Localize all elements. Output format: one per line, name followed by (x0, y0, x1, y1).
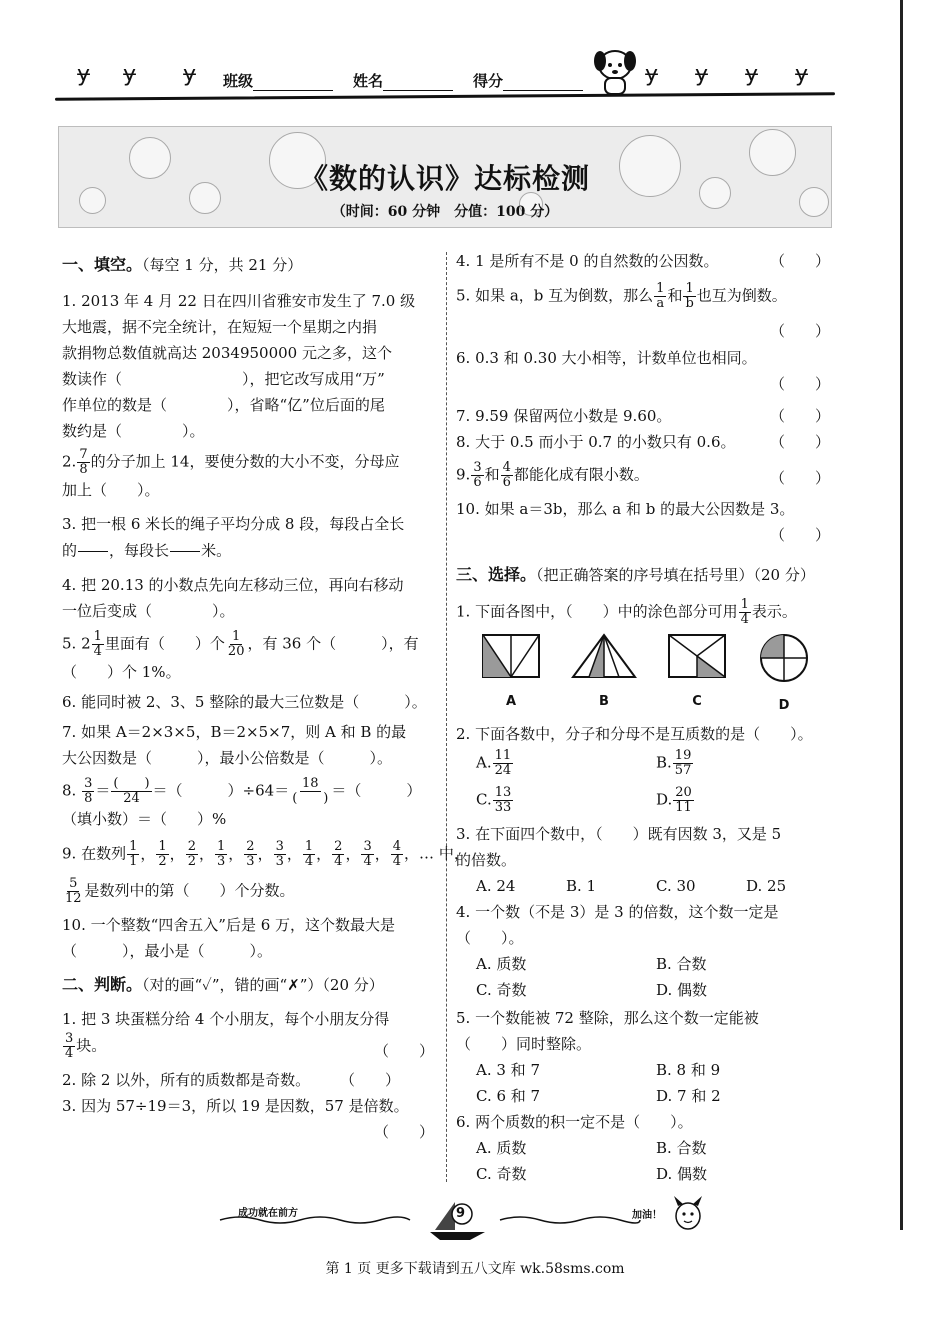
left-column (62, 252, 469, 1145)
choice-q3-line: 的倍数。 (456, 851, 517, 869)
title-banner (58, 126, 832, 228)
choice-q1-text: 表示。 (751, 602, 797, 621)
section1-title: 一、填空。 (62, 255, 143, 274)
judge-q8 (456, 429, 836, 455)
fill-q5-text[interactable]: （ ）个 1%。 (62, 663, 181, 681)
fill-q2-number: 2. (62, 452, 77, 471)
denominator: 2 (187, 854, 196, 869)
choice-option[interactable]: A. 24 (476, 877, 516, 895)
denominator: 8 (79, 462, 88, 477)
denominator: 57 (674, 763, 692, 778)
fill-q3-text: 3. 把一根 6 米长的绳子平均分成 8 段，每段占全长 (62, 515, 405, 533)
denominator: 6 (502, 475, 511, 490)
fill-q10 (62, 912, 440, 964)
numerator: 1 (93, 629, 102, 644)
judge-q8-text: 8. 大于 0.5 而小于 0.7 的小数只有 0.6。 (456, 433, 736, 451)
judge-q1-text: 1. 把 3 块蛋糕分给 4 个小朋友，每个小朋友分得 (62, 1010, 390, 1028)
class-field[interactable] (223, 70, 333, 91)
fill-q9-text: ，… 中， (404, 844, 469, 863)
fill-q7-line[interactable]: 大公因数是（ ），最小公倍数是（ ）。 (62, 749, 393, 767)
fill-q10-line: 10. 一个整数“四舍五入”后是 6 万，这个数最大是 (62, 916, 396, 934)
fraction (739, 598, 751, 627)
puppy-icon (590, 45, 640, 97)
judge-q10 (456, 496, 836, 548)
footer-slogan-left: 成功就在前方 (238, 1208, 298, 1219)
judge-q6-text: 6. 0.3 和 0.30 大小相等，计数单位也相同。 (456, 349, 757, 367)
judge-q9-text: 都能化成有限小数。 (513, 465, 649, 484)
page-footer-decoration (200, 1192, 720, 1242)
section2-note: （对的画“✓”，错的画“✗”）（20 分） (142, 976, 384, 994)
fraction (673, 786, 694, 815)
right-column (456, 248, 836, 1187)
numerator: 1 (304, 839, 314, 854)
fraction (501, 461, 513, 490)
separator: ， (286, 844, 302, 863)
bottom-caption: 第 1 页 更多下载请到五八文库 wk.58sms.com (325, 1261, 625, 1277)
answer-paren[interactable]: （ ） (373, 1042, 434, 1060)
numerator: 3 (275, 839, 284, 854)
separator: ， (140, 844, 156, 863)
choice-q3-options (476, 873, 836, 899)
denominator: 20 (227, 644, 245, 659)
numerator: 1 (129, 839, 138, 854)
sprout-icon: ɏ (645, 62, 659, 87)
choice-option[interactable]: C. 奇数 (476, 1165, 527, 1183)
choice-q1 (456, 598, 836, 627)
denominator: 3 (246, 854, 255, 869)
numerator: 7 (79, 447, 88, 462)
answer-paren[interactable]: （ ） (769, 252, 830, 270)
denominator: 4 (740, 612, 749, 627)
fill-q1-line[interactable]: 作单位的数是（ ），省略“亿”位后面的尾 (62, 396, 385, 414)
shape-label: D (778, 698, 790, 713)
numerator: 1 (740, 597, 749, 612)
separator: ， (316, 844, 332, 863)
fill-q9 (62, 839, 469, 906)
choice-q4-options (476, 951, 836, 1003)
fill-q3-text: ，每段长 (109, 541, 170, 560)
separator: ， (169, 844, 185, 863)
sequence-fraction (274, 840, 286, 869)
denominator: 11 (675, 800, 692, 815)
fill-q2 (62, 448, 440, 503)
section2-title: 二、判断。 (62, 975, 143, 994)
fraction (63, 1032, 75, 1061)
option-label: C. (476, 790, 492, 809)
option-label: B. (656, 753, 672, 772)
denominator: 6 (473, 475, 482, 490)
choice-q3 (456, 821, 836, 873)
numerator: 1 (216, 839, 226, 854)
sprout-icon: ɏ (745, 62, 759, 87)
page-number: 9 (456, 1206, 466, 1221)
sprout-icon: ɏ (695, 62, 709, 87)
judge-q9 (456, 461, 836, 490)
numerator: 18 (302, 776, 319, 791)
circle-shape-icon (757, 633, 811, 683)
fraction (654, 282, 666, 311)
fill-q5-text[interactable]: ，有 36 个（ ），有 (247, 634, 419, 653)
choice-option[interactable]: A. 质数 (476, 1139, 527, 1157)
fill-q5-text[interactable]: 里面有（ ）个 (104, 634, 225, 653)
fraction (493, 786, 514, 815)
blank-fraction[interactable] (78, 537, 108, 566)
choice-q2-options (476, 747, 836, 817)
footer-slogan-right: 加油！ (632, 1210, 662, 1221)
fill-q7-line: 7. 如果 A＝2×3×5，B＝2×5×7，则 A 和 B 的最 (62, 723, 407, 741)
judge-q5-text: 和 (667, 286, 683, 305)
fill-q1-line[interactable]: 数约是（ ）。 (62, 422, 205, 440)
fill-q5-text: 5. 2 (62, 634, 91, 653)
square-shape-icon (481, 633, 541, 679)
fill-q10-line[interactable]: （ ），最小是（ ）。 (62, 942, 273, 960)
choice-q3-line[interactable]: 3. 在下面四个数中，（ ）既有因数 3，又是 5 (456, 825, 782, 843)
numerator: 1 (656, 281, 665, 296)
denominator: 4 (334, 854, 343, 869)
choice-option[interactable]: B. 合数 (656, 1139, 707, 1157)
choice-q2[interactable]: 2. 下面各数中，分子和分母不是互质数的是（ ）。 (456, 725, 813, 743)
sequence-fraction (127, 840, 139, 869)
judge-q5-text: 也互为倒数。 (696, 286, 787, 305)
choice-option[interactable]: A. 质数 (476, 955, 527, 973)
judge-q3 (62, 1093, 440, 1145)
numerator: 11 (494, 748, 512, 763)
sequence-fraction (391, 840, 403, 869)
numerator: 1 (685, 281, 694, 296)
shape-options (466, 633, 826, 719)
fill-q3 (62, 511, 440, 566)
section1-note: （每空 1 分，共 21 分） (142, 256, 303, 274)
choice-option[interactable]: B. 8 和 9 (656, 1061, 721, 1079)
fill-q6[interactable]: 6. 能同时被 2、3、5 整除的最大三位数是（ ）。 (62, 693, 427, 711)
option-label: D. (656, 790, 673, 809)
choice-q5-line[interactable]: （ ）同时整除。 (456, 1035, 592, 1053)
fill-q1-line[interactable]: 数读作（ ），把它改写成用“万” (62, 370, 385, 388)
fraction[interactable] (111, 777, 151, 806)
fill-q3-text: 米。 (201, 541, 232, 560)
numerator: 4 (392, 839, 402, 854)
sequence-fraction (332, 840, 344, 869)
cartoon-character-icon (670, 1194, 706, 1234)
judge-q7 (456, 403, 836, 429)
denominator: 4 (363, 854, 372, 869)
separator: ， (374, 844, 390, 863)
denominator: a (656, 296, 665, 311)
student-info-header (55, 40, 835, 110)
fraction (493, 749, 514, 778)
choice-q6[interactable]: 6. 两个质数的积一定不是（ ）。 (456, 1113, 693, 1131)
numerator: 2 (187, 839, 196, 854)
denominator: 1 (129, 854, 138, 869)
choice-q4[interactable]: 4. 一个数（不是 3）是 3 的倍数，这个数一定是（ ）。 (456, 903, 779, 947)
answer-paren[interactable]: （ ） (769, 433, 830, 451)
choice-option[interactable] (656, 749, 836, 778)
judge-q2-text: 2. 除 2 以外，所有的质数都是奇数。 (62, 1071, 311, 1089)
fill-q3-text: 的 (62, 541, 78, 560)
page-title: 《数的认识》达标检测 (299, 162, 590, 195)
numerator: 2 (246, 839, 255, 854)
judge-q5-text: 5. 如果 a，b 互为倒数，那么 (456, 286, 654, 305)
name-blank[interactable] (383, 90, 453, 91)
fill-q1 (62, 288, 440, 444)
answer-paren[interactable]: （ ） (769, 469, 830, 487)
numerator: 1 (158, 839, 167, 854)
sprout-icon: ɏ (183, 62, 197, 87)
denominator: 24 (123, 791, 140, 806)
fraction (226, 630, 247, 659)
choice-q5-line: 5. 一个数能被 72 整除，那么这个数一定能被 (456, 1009, 759, 1027)
judge-q6 (456, 345, 836, 397)
judge-q1 (62, 1006, 440, 1061)
judge-q9-text: 9. (456, 465, 471, 484)
fill-q4-line: 4. 把 20.13 的小数点先向左移动三位，再向右移动 (62, 576, 404, 594)
choice-option[interactable]: B. 合数 (656, 955, 707, 973)
fraction (63, 877, 84, 906)
class-blank[interactable] (253, 90, 333, 91)
fraction (82, 777, 94, 806)
choice-option[interactable] (476, 749, 656, 778)
judge-q4-text: 4. 1 是所有不是 0 的自然数的公因数。 (456, 252, 719, 270)
sequence-fraction (215, 840, 227, 869)
header-rule (55, 92, 835, 100)
denominator: 4 (304, 854, 314, 869)
denominator: 8 (84, 791, 93, 806)
shape-option-c[interactable] (667, 633, 727, 719)
fraction (471, 461, 483, 490)
judge-q7-text: 7. 9.59 保留两位小数是 9.60。 (456, 407, 672, 425)
separator: ， (257, 844, 273, 863)
fraction-sequence (126, 839, 404, 869)
page-subtitle: （时间：60 分钟 分值：100 分） (331, 204, 559, 220)
sequence-fraction (361, 840, 373, 869)
answer-paren[interactable]: （ ） (769, 322, 830, 340)
option-label: A. (476, 753, 492, 772)
denominator: 2 (158, 854, 167, 869)
judge-q5 (456, 281, 836, 340)
choice-option[interactable]: C. 奇数 (476, 981, 527, 999)
choice-option[interactable]: D. 25 (746, 877, 787, 895)
fraction (683, 282, 695, 311)
judge-q1-text: 块。 (76, 1036, 107, 1055)
denominator: 12 (65, 891, 82, 906)
fill-q2-text: 的分子加上 14，要使分数的大小不变，分母应 (90, 452, 400, 471)
fill-q1-line: 大地震，据不完全统计，在短短一个星期之内捐 (62, 318, 378, 336)
separator: ， (198, 844, 214, 863)
fill-q4-line[interactable]: 一位后变成（ ）。 (62, 602, 235, 620)
judge-q2 (62, 1067, 440, 1093)
shape-option-b[interactable] (571, 633, 637, 719)
numerator: 3 (84, 776, 93, 791)
section3-note: （把正确答案的序号填在括号里）（20 分） (536, 566, 815, 584)
answer-paren[interactable]: （ ） (769, 526, 830, 544)
fraction (92, 630, 104, 659)
choice-q1-text[interactable]: 1. 下面各图中，（ ）中的涂色部分可用 (456, 602, 738, 621)
fraction (673, 749, 694, 778)
fill-q8-number: 8. (62, 781, 77, 800)
sprout-icon: ɏ (77, 62, 91, 87)
denominator: 33 (494, 800, 512, 815)
answer-paren[interactable]: （ ） (769, 375, 830, 393)
judge-q9-text: 和 (484, 465, 500, 484)
numerator: 3 (473, 460, 482, 475)
sprout-icon: ɏ (795, 62, 809, 87)
rectangle-shape-icon (667, 633, 727, 679)
choice-option[interactable]: C. 6 和 7 (476, 1087, 541, 1105)
denominator: 24 (494, 763, 512, 778)
fill-q2-answer[interactable]: 加上（ ）。 (62, 481, 160, 499)
shape-label: C (692, 694, 702, 709)
answer-paren[interactable]: （ ） (339, 1071, 400, 1089)
triangle-shape-icon (571, 633, 637, 679)
shape-option-a[interactable] (481, 633, 541, 719)
fill-q1-line: 1. 2013 年 4 月 22 日在四川省雅安市发生了 7.0 级 (62, 292, 416, 310)
sequence-fraction (303, 840, 315, 869)
class-label: 班级 (223, 72, 254, 90)
choice-q6-options (476, 1135, 836, 1187)
blank-fraction[interactable] (170, 537, 200, 566)
choice-option[interactable] (476, 786, 656, 815)
shape-label: B (599, 694, 609, 709)
score-field[interactable] (473, 70, 583, 91)
numerator: 1 (232, 629, 241, 644)
fill-q1-line: 款捐物总数值就高达 2034950000 元之多，这个 (62, 344, 392, 362)
score-blank[interactable] (503, 90, 583, 91)
choice-option[interactable]: B. 1 (566, 877, 597, 895)
numerator[interactable]: ( ) (113, 776, 150, 791)
fill-q4 (62, 572, 440, 624)
choice-q5-options (476, 1057, 836, 1109)
section2-heading (62, 972, 440, 998)
sprout-icon: ɏ (123, 62, 137, 87)
denominator: 4 (65, 1046, 74, 1061)
denominator: 3 (216, 854, 226, 869)
name-label: 姓名 (353, 72, 384, 90)
separator: ， (228, 844, 244, 863)
numerator: 5 (69, 876, 78, 891)
section1-heading (62, 252, 440, 278)
numerator: 4 (502, 460, 511, 475)
denominator: 4 (392, 854, 402, 869)
numerator: 3 (363, 839, 372, 854)
section3-heading (456, 562, 836, 588)
column-divider (446, 252, 447, 1182)
denominator: 3 (275, 854, 284, 869)
choice-option[interactable] (656, 786, 836, 815)
judge-q4 (456, 248, 836, 274)
judge-q3-text: 3. 因为 57÷19＝3，所以 19 是因数，57 是倍数。 (62, 1097, 409, 1115)
numerator: 19 (674, 748, 692, 763)
separator: ， (345, 844, 361, 863)
sequence-fraction (156, 840, 168, 869)
choice-option[interactable]: D. 7 和 2 (656, 1087, 721, 1105)
numerator: 13 (494, 785, 512, 800)
fraction (77, 448, 89, 477)
shape-label: A (505, 694, 517, 709)
sequence-fraction (244, 840, 256, 869)
page-edge (900, 0, 903, 1230)
choice-option[interactable]: A. 3 和 7 (476, 1061, 540, 1079)
denominator: b (685, 296, 694, 311)
fill-q8-text[interactable]: （填小数）＝（ ）% (62, 810, 227, 828)
numerator: 2 (334, 839, 343, 854)
choice-option[interactable]: D. 偶数 (656, 981, 708, 999)
sequence-fraction (186, 840, 198, 869)
choice-option[interactable]: C. 30 (656, 877, 696, 895)
fill-q5 (62, 630, 440, 685)
fill-q9-text[interactable]: 是数列中的第（ ）个分数。 (84, 881, 295, 900)
fill-q8: 8. $\frac{3}{8}$ ＝ $\frac{( )}{24}$ ＝（ ）÷64＝ $\frac{18}{( )}$ ＝（ ） （填小数）＝（ ）% (62, 777, 440, 832)
judge-q10-text: 10. 如果 a＝3b，那么 a 和 b 的最大公因数是 3。 (456, 500, 795, 518)
name-field[interactable] (353, 70, 453, 91)
answer-paren[interactable]: （ ） (373, 1123, 434, 1141)
denominator: 4 (93, 644, 102, 659)
answer-paren[interactable]: （ ） (769, 407, 830, 425)
denominator[interactable]: ( ) (292, 791, 329, 806)
fill-q7 (62, 719, 440, 771)
choice-q5 (456, 1005, 836, 1057)
numerator: 20 (675, 785, 692, 800)
numerator: 3 (65, 1031, 74, 1046)
shape-option-d[interactable] (757, 633, 811, 719)
fill-q9-text: 9. 在数列 (62, 844, 127, 863)
choice-option[interactable]: D. 偶数 (656, 1165, 708, 1183)
score-label: 得分 (473, 72, 504, 90)
fraction[interactable] (290, 777, 330, 806)
section3-title: 三、选择。 (456, 565, 537, 584)
